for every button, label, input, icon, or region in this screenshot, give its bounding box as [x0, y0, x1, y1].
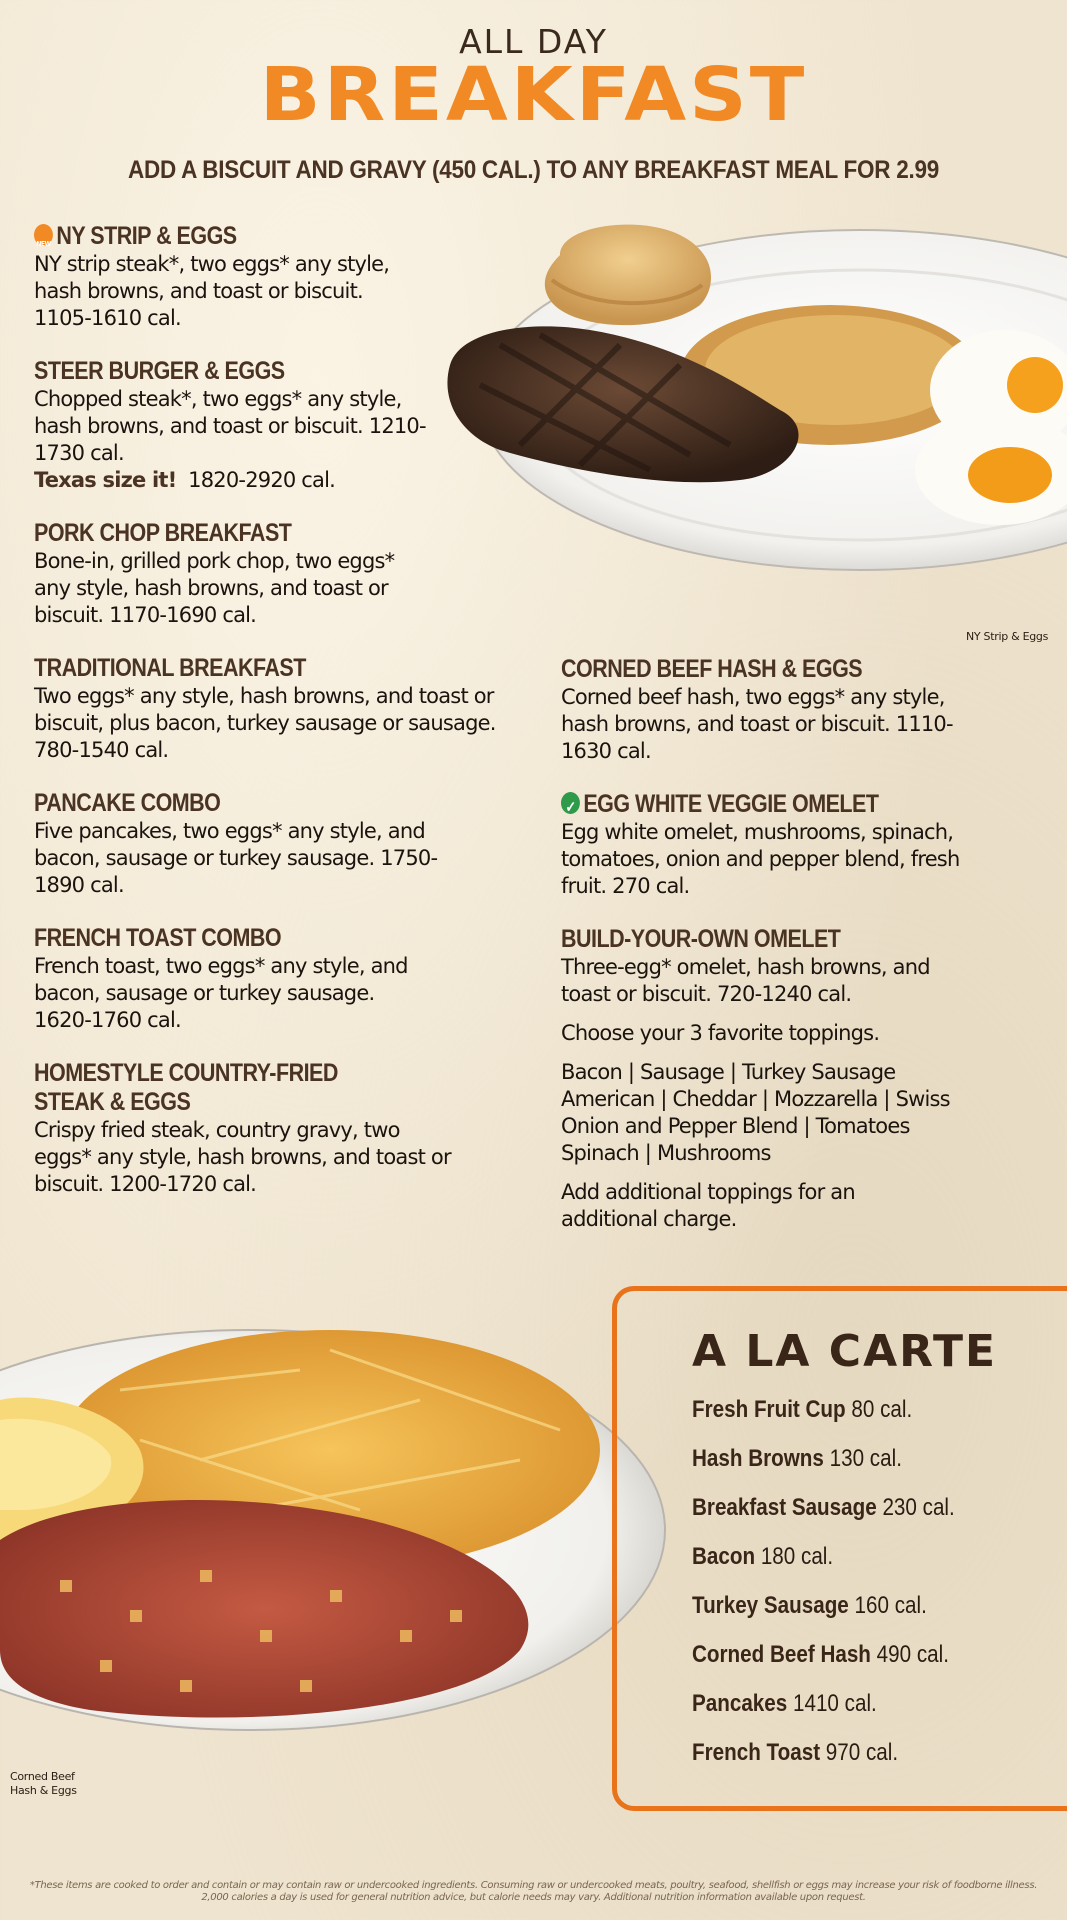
item-title-line1: HOMESTYLE COUNTRY-FRIED	[34, 1059, 338, 1087]
item-title: ✓EGG WHITE VEGGIE OMELET	[561, 790, 974, 819]
a-la-carte-item	[692, 1690, 877, 1718]
menu-item-pancake-combo	[34, 789, 514, 899]
footer-line: *These items are cooked to order and contain or may contain raw or undercooked ingredients. Consuming raw or undercooked meats, poultry, seafood, shellfish or eggs may increase your risk of foodborne illness.	[29, 1880, 1038, 1891]
item-description: Five pancakes, two eggs* any style, and bacon, sausage or turkey sausage. 1750-1890 cal.	[34, 819, 438, 897]
carte-item-cal: 160 cal.	[854, 1592, 927, 1619]
toppings-line: American | Cheddar | Mozzarella | Swiss	[561, 1087, 950, 1111]
item-description: Bone-in, grilled pork chop, two eggs* any style, hash browns, and toast or biscuit. 1170-1690 cal.	[34, 549, 395, 627]
item-title: PANCAKE COMBO	[34, 789, 221, 817]
texas-size-cal: 1820-2920 cal.	[188, 468, 336, 492]
caption-line: Hash & Eggs	[10, 1784, 77, 1797]
menu-item-corned-beef-hash	[561, 655, 1041, 765]
menu-item-ny-strip	[34, 222, 514, 332]
additional-toppings-note: Add additional toppings for an additional charge.	[561, 1180, 855, 1231]
menu-item-steer-burger	[34, 357, 514, 494]
menu-item-build-your-own-omelet	[561, 925, 1041, 1233]
item-title: NEWNY STRIP & EGGS	[34, 222, 447, 251]
toppings-line: Spinach | Mushrooms	[561, 1141, 771, 1165]
carte-item-cal: 180 cal.	[760, 1543, 834, 1570]
toppings-line: Onion and Pepper Blend | Tomatoes	[561, 1114, 910, 1138]
carte-item-name: Breakfast Sausage	[692, 1494, 877, 1521]
carte-item-cal: 80 cal.	[851, 1396, 913, 1423]
new-icon	[34, 224, 53, 246]
menu-item-country-fried-steak	[34, 1059, 514, 1198]
carte-item-name: French Toast	[692, 1739, 821, 1766]
a-la-carte-item	[692, 1592, 927, 1620]
menu-item-traditional	[34, 654, 514, 764]
texas-size-label: Texas size it!	[34, 468, 177, 492]
item-description: Egg white omelet, mushrooms, spinach, tomatoes, onion and pepper blend, fresh fruit. 270 cal.	[561, 820, 960, 898]
caption-ny-strip: NY Strip & Eggs	[966, 630, 1049, 643]
header-all-day: ALL DAY	[459, 22, 608, 61]
carte-item-cal: 130 cal.	[829, 1445, 902, 1472]
item-description: Two eggs* any style, hash browns, and toast or biscuit, plus bacon, turkey sausage or sausage. 780-1540 cal.	[34, 684, 496, 762]
ny-strip-plate-photo	[440, 215, 1067, 615]
carte-item-cal: 230 cal.	[882, 1494, 955, 1521]
carte-item-name: Fresh Fruit Cup	[692, 1396, 846, 1423]
a-la-carte-item	[692, 1396, 912, 1424]
item-description: French toast, two eggs* any style, and bacon, sausage or turkey sausage. 1620-1760 cal.	[34, 954, 408, 1032]
item-description: Three-egg* omelet, hash browns, and toast or biscuit. 720-1240 cal.	[561, 955, 930, 1006]
carte-item-name: Corned Beef Hash	[692, 1641, 871, 1668]
menu-item-pork-chop	[34, 519, 514, 629]
caption-line: Corned Beef	[10, 1770, 75, 1783]
veggie-icon	[561, 792, 580, 814]
corned-beef-hash-plate-photo	[0, 1310, 670, 1750]
header-breakfast: BREAKFAST	[259, 51, 808, 138]
a-la-carte-item	[692, 1445, 902, 1473]
a-la-carte-item	[692, 1641, 949, 1669]
item-texas-size	[34, 467, 514, 494]
caption-corned-beef	[10, 1770, 77, 1798]
toppings-line: Bacon | Sausage | Turkey Sausage	[561, 1060, 896, 1084]
carte-item-name: Hash Browns	[692, 1445, 824, 1472]
item-title: BUILD-YOUR-OWN OMELET	[561, 925, 841, 953]
carte-item-name: Turkey Sausage	[692, 1592, 849, 1619]
item-title: TRADITIONAL BREAKFAST	[34, 654, 306, 682]
footer-line: 2,000 calories a day is used for general nutrition advice, but calorie needs may vary. Additional nutrition information available upon request.	[201, 1892, 866, 1903]
carte-item-name: Pancakes	[692, 1690, 788, 1717]
menu-item-french-toast-combo	[34, 924, 514, 1034]
item-description: Corned beef hash, two eggs* any style, hash browns, and toast or biscuit. 1110-1630 cal.	[561, 685, 953, 763]
item-description: Crispy fried steak, country gravy, two eggs* any style, hash browns, and toast or biscuit. 1200-1720 cal.	[34, 1118, 451, 1196]
item-title-line2: STEAK & EGGS	[34, 1088, 191, 1116]
footer-disclaimer	[0, 1880, 1067, 1904]
carte-item-name: Bacon	[692, 1543, 756, 1570]
item-description: NY strip steak*, two eggs* any style, hash browns, and toast or biscuit. 1105-1610 cal.	[34, 252, 390, 330]
a-la-carte-item	[692, 1739, 898, 1767]
menu-item-egg-white-omelet	[561, 790, 1041, 900]
carte-item-cal: 970 cal.	[825, 1739, 899, 1766]
toppings-prompt: Choose your 3 favorite toppings.	[561, 1021, 880, 1045]
item-title: PORK CHOP BREAKFAST	[34, 519, 292, 547]
item-title: STEER BURGER & EGGS	[34, 357, 285, 385]
promo-banner: ADD A BISCUIT AND GRAVY (450 CAL.) TO ANY BREAKFAST MEAL FOR 2.99	[128, 156, 939, 184]
toppings-list	[561, 1059, 1041, 1167]
item-title: CORNED BEEF HASH & EGGS	[561, 655, 863, 683]
carte-item-cal: 490 cal.	[876, 1641, 949, 1668]
a-la-carte-item	[692, 1494, 955, 1522]
a-la-carte-item	[692, 1543, 833, 1571]
carte-item-cal: 1410 cal.	[792, 1690, 877, 1717]
item-title: FRENCH TOAST COMBO	[34, 924, 282, 952]
a-la-carte-title: A LA CARTE	[692, 1326, 998, 1377]
item-description: Chopped steak*, two eggs* any style, hash browns, and toast or biscuit. 1210-1730 cal.	[34, 387, 426, 465]
